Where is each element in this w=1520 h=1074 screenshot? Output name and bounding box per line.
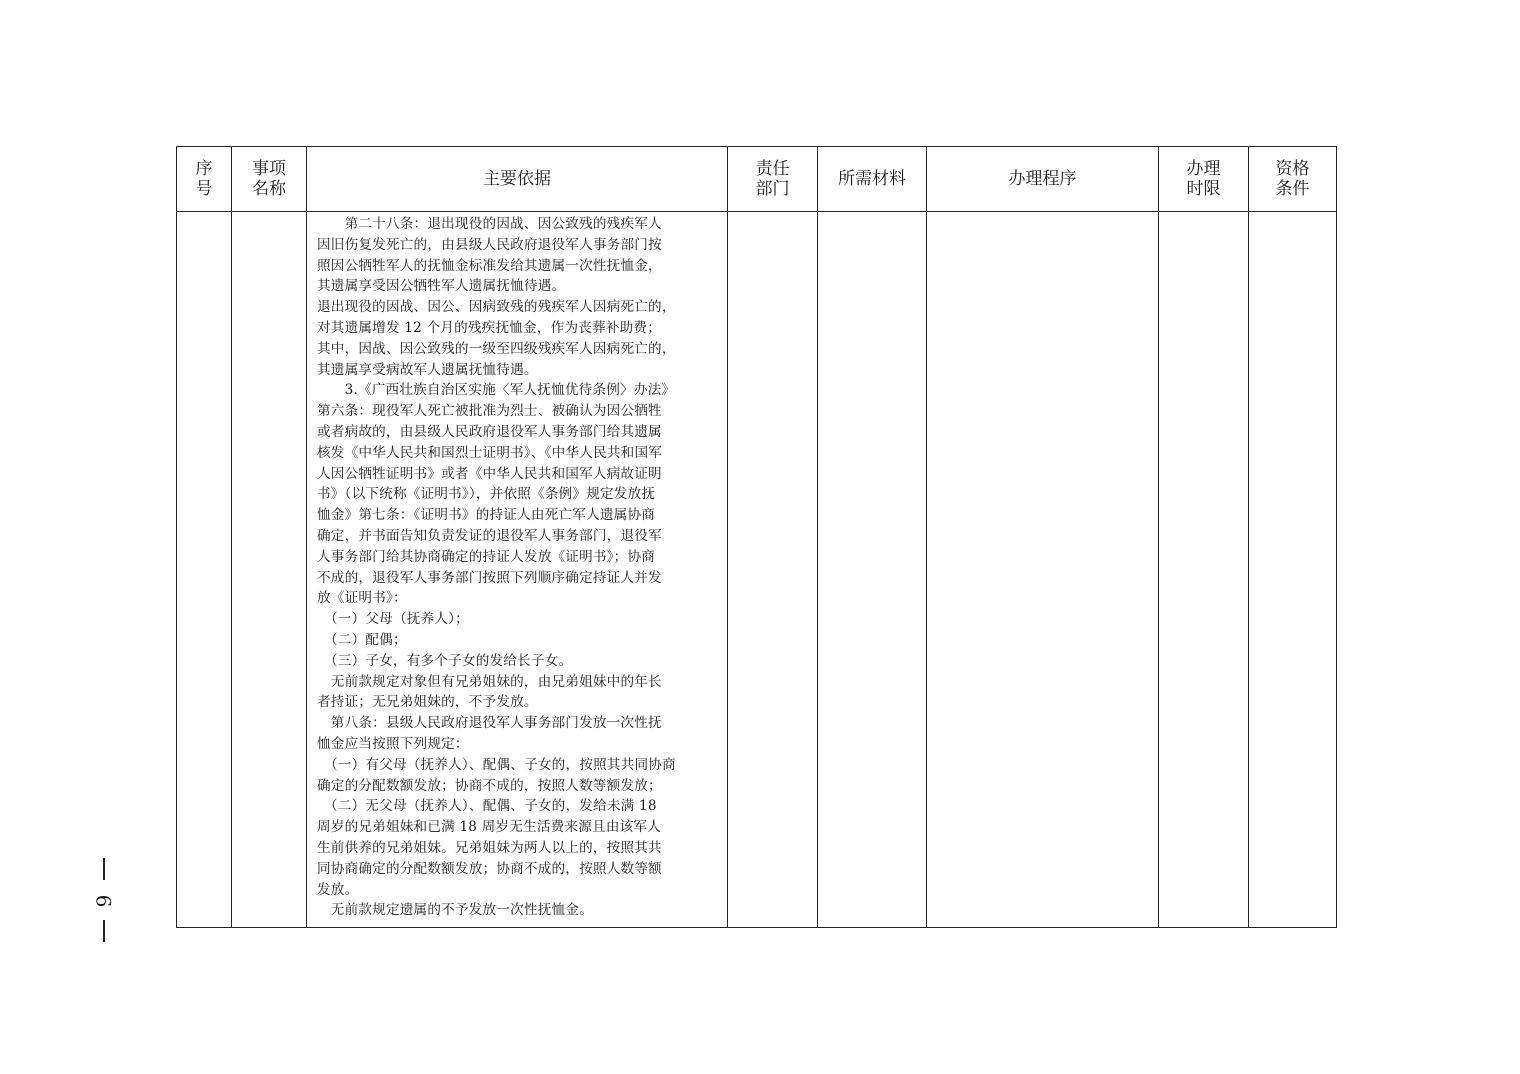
header-seq <box>177 147 232 212</box>
header-department-line1: 责任 <box>755 159 790 179</box>
cell-qualification <box>1249 212 1337 928</box>
cell-time-limit <box>1159 212 1249 928</box>
header-item-name <box>232 147 307 212</box>
basis-line: 确定，并书面告知负责发证的退役军人事务部门，退役军 <box>317 527 662 544</box>
basis-line: 第二十八条：退出现役的因战、因公致残的残疾军人 <box>317 216 662 232</box>
basis-line: （二）无父母（抚养人）、配偶、子女的，发给未满 18 <box>317 798 657 815</box>
basis-line: 放《证明书》： <box>317 590 407 607</box>
header-qualification <box>1249 147 1337 212</box>
basis-line: 核发《中华人民共和国烈士证明书》、《中华人民共和国军 <box>317 444 663 461</box>
basis-line: 3.《广西壮族自治区实施〈军人抚恤优待条例〉办法》 <box>317 382 676 399</box>
page-number-dash-bottom <box>103 920 105 942</box>
cell-basis <box>307 212 728 928</box>
basis-line: （三）子女，有多个子女的发给长子女。 <box>317 652 573 669</box>
basis-line: 不成的，退役军人事务部门按照下列顺序确定持证人并发 <box>317 569 662 586</box>
basis-line: 周岁的兄弟姐妹和已满 18 周岁无生活费来源且由该军人 <box>317 819 661 836</box>
basis-line: 确定的分配数额发放；协商不成的，按照人数等额发放； <box>317 777 662 794</box>
basis-line: 无前款规定遗属的不予发放一次性抚恤金。 <box>317 902 593 919</box>
header-item-name-line1: 事项 <box>252 159 286 179</box>
basis-line: 恤金应当按照下列规定： <box>317 735 469 752</box>
page-number-dash-top <box>103 858 105 880</box>
basis-line: （二）配偶； <box>317 631 407 648</box>
header-materials: 所需材料 <box>818 147 927 212</box>
basis-line: 因旧伤复发死亡的，由县级人民政府退役军人事务部门按 <box>317 236 662 253</box>
basis-line: 书》（以下统称《证明书》），并依照《条例》规定发放抚 <box>317 486 656 503</box>
basis-line: 人事务部门给其协商确定的持证人发放《证明书》；协商 <box>317 548 656 565</box>
basis-line: 人因公牺牲证明书》或者《中华人民共和国军人病故证明 <box>317 465 662 482</box>
header-seq-line1: 序 <box>195 159 213 179</box>
header-qualification-line2: 条件 <box>1275 179 1310 199</box>
basis-line: 其遗属享受病故军人遗属抚恤待遇。 <box>317 361 538 378</box>
basis-line: 生前供养的兄弟姐妹。兄弟姐妹为两人以上的，按照其共 <box>317 839 662 856</box>
header-item-name-line2: 名称 <box>252 179 286 199</box>
basis-text <box>317 214 719 921</box>
basis-line: 或者病故的，由县级人民政府退役军人事务部门给其遗属 <box>317 423 662 440</box>
basis-line: （一）有父母（抚养人）、配偶、子女的，按照其共同协商 <box>317 756 676 773</box>
cell-materials <box>818 212 927 928</box>
basis-line: 同协商确定的分配数额发放；协商不成的，按照人数等额 <box>317 860 662 877</box>
header-qualification-line1: 资格 <box>1275 159 1310 179</box>
header-basis: 主要依据 <box>307 147 728 212</box>
cell-seq <box>177 212 232 928</box>
basis-line: 者持证；无兄弟姐妹的，不予发放。 <box>317 694 538 711</box>
cell-item-name <box>232 212 307 928</box>
header-procedure: 办理程序 <box>927 147 1159 212</box>
matters-table <box>176 146 1337 928</box>
basis-line: 无前款规定对象但有兄弟姐妹的，由兄弟姐妹中的年长 <box>317 673 662 690</box>
header-time-limit <box>1159 147 1249 212</box>
cell-department <box>728 212 818 928</box>
basis-line: 其中，因战、因公致残的一级至四级残疾军人因病死亡的， <box>317 340 676 357</box>
basis-line: 其遗属享受因公牺牲军人遗属抚恤待遇。 <box>317 278 566 295</box>
page-number <box>84 858 124 944</box>
basis-line: 第六条：现役军人死亡被批准为烈士、被确认为因公牺牲 <box>317 403 662 420</box>
basis-line: 照因公牺牲军人的抚恤金标准发给其遗属一次性抚恤金， <box>317 257 662 274</box>
header-department <box>728 147 818 212</box>
basis-line: 恤金》第七条：《证明书》的持证人由死亡军人遗属协商 <box>317 507 656 524</box>
header-department-line2: 部门 <box>755 179 790 199</box>
basis-line: 对其遗属增发 12 个月的残疾抚恤金，作为丧葬补助费； <box>317 319 661 336</box>
header-seq-line2: 号 <box>195 179 213 199</box>
basis-line: （一）父母（抚养人）； <box>317 611 469 628</box>
table-row <box>177 212 1337 928</box>
table-header-row <box>177 147 1337 212</box>
basis-line: 退出现役的因战、因公、因病致残的残疾军人因病死亡的， <box>317 299 676 316</box>
header-time-limit-line2: 时限 <box>1186 179 1221 199</box>
page-number-value: 9 <box>92 894 116 908</box>
header-time-limit-line1: 办理 <box>1186 159 1221 179</box>
cell-procedure <box>927 212 1159 928</box>
basis-line: 第八条：县级人民政府退役军人事务部门发放一次性抚 <box>317 715 662 732</box>
basis-line: 发放。 <box>317 881 359 898</box>
